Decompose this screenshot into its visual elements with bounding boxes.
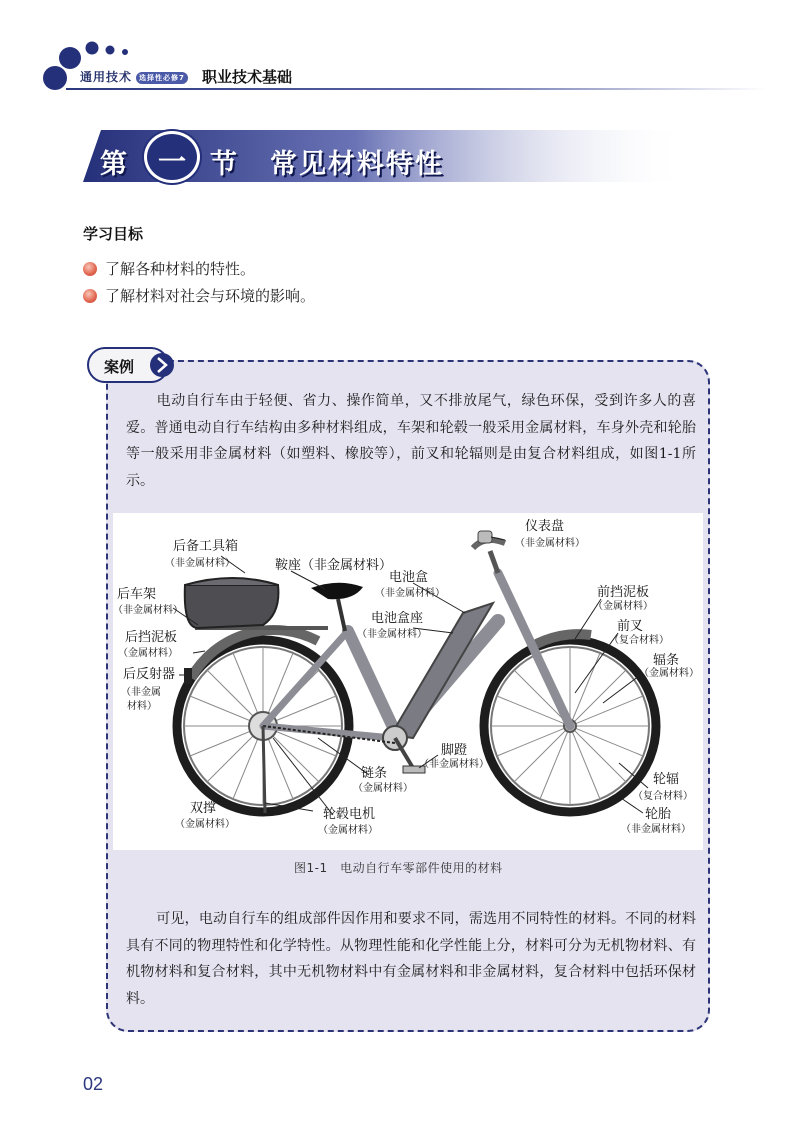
header-badge: 选择性必修7 bbox=[136, 72, 188, 84]
label-toolbox: 后备工具箱 bbox=[173, 539, 239, 554]
label-tire-material: （非金属材料） bbox=[621, 824, 691, 835]
case-paragraph-1: 电动自行车由于轻便、省力、操作简单，又不排放尾气，绿色环保，受到许多人的喜爱。普通电动自行车结构由多种材料组成，车架和轮毂一般采用金属材料，车身外壳和轮胎等一般采用非金属材料（如塑料、橡胶等），前叉和轮辐则是由复合材料组成，如图1-1所示。 bbox=[126, 393, 696, 489]
label-kickstand: 双撑 bbox=[190, 801, 217, 816]
section-title: 常见材料特性 bbox=[270, 149, 444, 180]
label-hub-motor-material: （金属材料） bbox=[318, 825, 378, 836]
label-toolbox-material: （非金属材料） bbox=[165, 558, 235, 569]
page-number: 02 bbox=[83, 1074, 104, 1094]
label-rear-fender-material: （金属材料） bbox=[118, 648, 178, 659]
label-rear-fender: 后挡泥板 bbox=[125, 630, 178, 645]
case-tab-label: 案例 bbox=[104, 358, 135, 376]
figure-caption: 图1-1 电动自行车零部件使用的材料 bbox=[294, 861, 503, 875]
section-number: 一 bbox=[157, 145, 186, 178]
header-title: 职业技术基础 bbox=[202, 68, 293, 86]
objective-item: 了解各种材料的特性。 bbox=[83, 255, 315, 282]
header-rule bbox=[66, 88, 766, 90]
label-saddle: 鞍座（非金属材料） bbox=[275, 558, 393, 573]
label-battery-material: （非金属材料） bbox=[375, 588, 445, 599]
label-pedal-material: （非金属材料） bbox=[419, 759, 489, 770]
label-rim-material: （复合材料） bbox=[633, 791, 693, 802]
label-reflector-material-2: 材料） bbox=[127, 701, 157, 712]
label-battery-seat: 电池盒座 bbox=[371, 611, 424, 626]
label-spoke-material: （金属材料） bbox=[639, 668, 699, 679]
label-reflector-material-1: （非金属 bbox=[121, 687, 161, 698]
bullet-icon bbox=[83, 262, 97, 276]
objective-item: 了解材料对社会与环境的影响。 bbox=[83, 282, 315, 309]
label-rear-rack: 后车架 bbox=[117, 587, 157, 602]
label-tire: 轮胎 bbox=[645, 807, 672, 822]
label-battery-seat-material: （非金属材料） bbox=[357, 629, 427, 640]
label-battery: 电池盒 bbox=[389, 570, 429, 585]
objectives-title: 学习目标 bbox=[83, 225, 144, 243]
case-paragraph-2: 可见，电动自行车的组成部件因作用和要求不同，需选用不同特性的材料。不同的材料具有不同的物理特性和化学特性。从物理性能和化学性能上分，材料可分为无机物材料、有机物材料和复合材料，其中无机物材料中有金属材料和非金属材料，复合材料中包括环保材料。 bbox=[126, 911, 696, 1007]
label-pedal: 脚蹬 bbox=[441, 743, 468, 758]
bullet-icon bbox=[83, 289, 97, 303]
label-front-fender: 前挡泥板 bbox=[597, 585, 650, 600]
section-suffix: 节 bbox=[210, 149, 239, 180]
header-book-name: 通用技术 选择性必修7 bbox=[80, 68, 188, 85]
label-fork-material: （复合材料） bbox=[609, 635, 669, 646]
label-reflector: 后反射器 bbox=[123, 667, 176, 682]
label-front-fender-material: （金属材料） bbox=[593, 601, 653, 612]
label-fork: 前叉 bbox=[617, 619, 644, 634]
label-chain-material: （金属材料） bbox=[353, 783, 413, 794]
section-prefix: 第 bbox=[100, 149, 129, 180]
label-dashboard-material: （非金属材料） bbox=[515, 538, 585, 549]
label-hub-motor: 轮毂电机 bbox=[323, 807, 376, 822]
bicycle-figure bbox=[113, 513, 703, 850]
label-rim: 轮辐 bbox=[653, 772, 680, 787]
label-chain: 链条 bbox=[361, 766, 388, 781]
label-rear-rack-material: （非金属材料） bbox=[113, 605, 183, 616]
label-kickstand-material: （金属材料） bbox=[175, 819, 235, 830]
label-spoke: 辐条 bbox=[653, 653, 680, 668]
header-decoration-dots bbox=[0, 0, 140, 100]
objectives-list bbox=[83, 255, 315, 309]
label-dashboard: 仪表盘 bbox=[525, 519, 565, 534]
